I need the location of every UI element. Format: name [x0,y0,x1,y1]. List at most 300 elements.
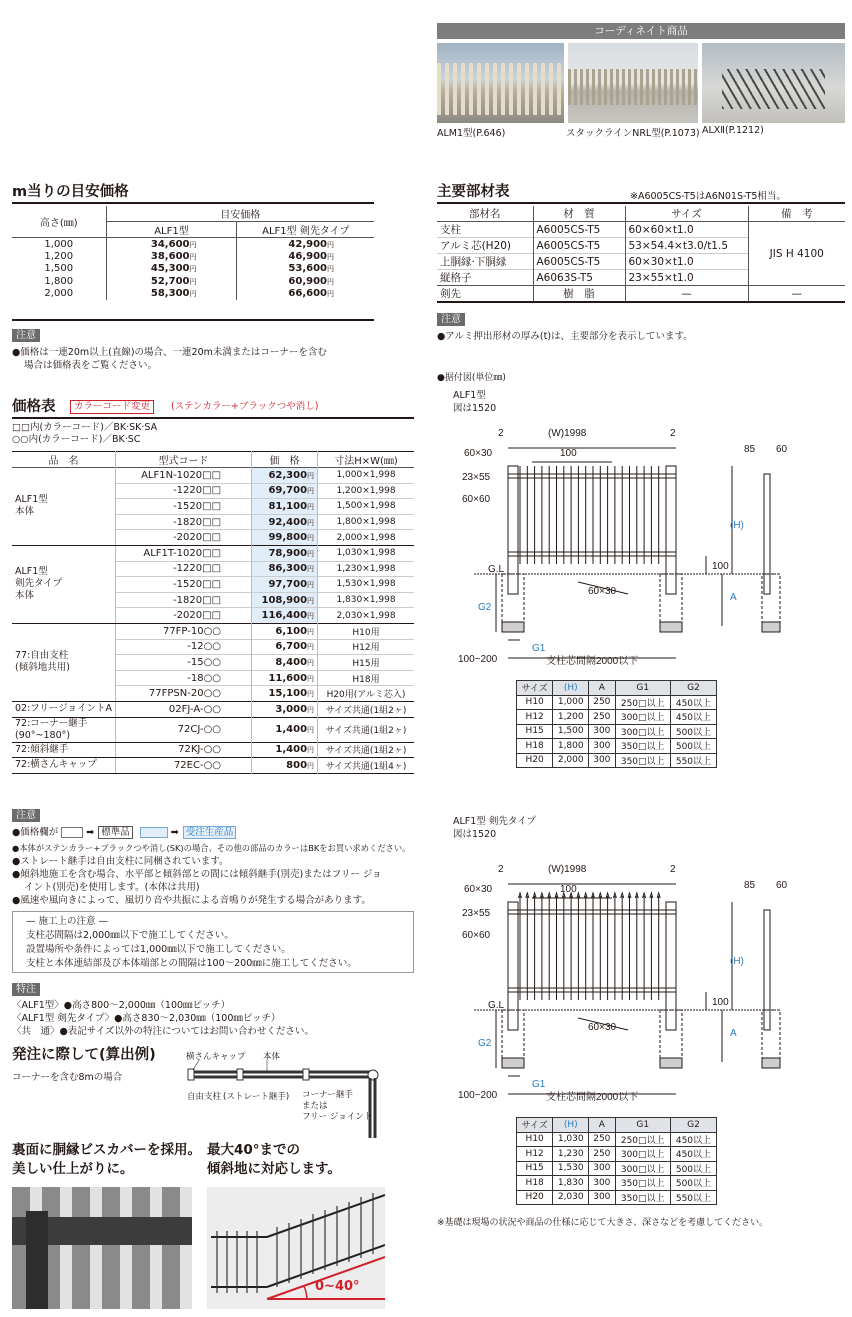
order-sub: コーナーを含む8mの場合 [12,1072,123,1083]
col-header: G2 [670,681,716,696]
feature-heading: 最大40°までの 傾斜地に対応します。 [207,1142,341,1177]
yen: 円 [307,690,315,699]
price-cell [252,758,318,774]
yen: 円 [307,612,315,621]
label-post: 自由支柱 [187,1092,222,1102]
yen: 円 [307,487,315,496]
dim-label: 60×30 [588,1022,617,1033]
photo-caption: スタックラインNRL型(P.1073) [566,128,700,139]
legend: □□内(カラーコード)／BK·SK·SA [12,422,158,433]
size-cell: 1,200×1,998 [318,483,414,499]
note-tag: 注意 [437,313,465,326]
cell: 500以上 [670,1176,716,1191]
yen: 円 [189,290,197,299]
model-code: 72CJ-○○ [116,717,252,742]
price-cell [252,742,318,758]
size-cell: H10用 [318,623,414,639]
table-row [12,717,414,742]
price-cell [237,238,374,251]
col-header: 目安価格 [106,206,374,222]
col-header: ALF1型 剣先タイプ [237,222,374,238]
size-cell: 1,230×1,998 [318,561,414,577]
materials-title: 主要部材表 [437,184,510,200]
cell: 1,030 [553,1132,589,1147]
col-header: G1 [615,1118,670,1133]
yen: 円 [327,252,334,261]
model-code: -1820□□ [116,514,252,530]
std-label: 標準品 [98,826,133,839]
size-cell: サイズ共通(1組2ヶ) [318,701,414,717]
cell: H10 [517,695,553,710]
special-line: 〈共 通〉●表記サイズ以外の特注についてはお問い合わせください。 [12,1026,314,1037]
cell: 250 [589,1147,615,1162]
cell: 1,000 [44,238,74,250]
cell: 1,000 [553,695,589,710]
dim-label: G2 [478,1038,492,1049]
yen: 円 [189,252,197,261]
size-cell: 2,030×1,998 [318,608,414,624]
price-value: 8,400 [275,656,308,668]
table-row [517,739,717,754]
col-header: 品 名 [48,456,79,467]
product-name-line: 72:コーナー継手 [15,717,88,729]
product-name-line: ALF1型 [15,566,48,578]
table-row [517,753,717,768]
price-value: 97,700 [268,578,308,590]
cell: H12 [517,710,553,725]
price-cell [106,275,237,288]
cell: 上胴縁·下胴縁 [440,256,507,268]
cell: H18 [517,1176,553,1191]
cell: 2,000 [553,753,589,768]
table-row [517,1190,717,1205]
table-row [12,250,374,263]
yen: 円 [327,277,334,286]
price-value: 15,100 [268,688,308,700]
price-cell [252,623,318,639]
note-line: イント(別売)を使用します。(本体は共用) [24,882,200,893]
drawing-title: ALF1型 [453,390,486,401]
product-name [12,701,116,717]
model-code: -1220□□ [116,483,252,499]
product-name-line: ALF1型 [15,494,48,506]
cell: H18 [517,739,553,754]
dimension-table [516,680,717,768]
yen: 円 [189,265,197,274]
cell: 300 [589,1176,615,1191]
yen: 円 [327,240,334,249]
col-header: 部材名 [469,208,501,220]
model-code: 02FJ-A-○○ [116,701,252,717]
size-cell: 2,000×1,998 [318,530,414,546]
size-cell: H18用 [318,670,414,686]
badge-note: (ステンカラー+ブラックつや消し) [171,401,319,412]
price-value: 86,300 [268,563,308,575]
col-header: サイズ [625,206,748,222]
price-cell [106,288,237,301]
table-row [517,724,717,739]
col-header: ALF1型 [106,222,237,238]
table-row [517,1161,717,1176]
label-corner: コーナー継手 または フリー ジョイント [302,1090,373,1122]
table-row [12,263,374,276]
product-name-line: 02:フリージョイントA [15,703,113,715]
price-guide-table [12,206,374,300]
cell: — [748,286,845,303]
feature-heading: 裏面に胴縁ビスカバーを採用。 美しい仕上がりに。 [12,1142,201,1177]
yen: 円 [307,674,315,683]
cell: 450以上 [670,1147,716,1162]
cell: 350□以上 [615,739,670,754]
price-cell [252,670,318,686]
cell: 1,500 [553,724,589,739]
cell: 樹 脂 [533,286,625,303]
cell: 1,830 [553,1176,589,1191]
dimension-table [516,1117,717,1205]
dim-label: 支柱芯間隔2000以下 [546,656,639,667]
cell: A6005CS-T5 [533,238,625,254]
cell: 250□以上 [615,1132,670,1147]
cell: 550以上 [670,753,716,768]
price-cell [252,514,318,530]
label-straight: (ストレート継手) [223,1092,290,1102]
dim-label: 60 [776,444,788,455]
cell: 250 [589,710,615,725]
price-value: 69,700 [268,485,308,497]
yen: 円 [189,277,197,286]
price-cell [252,592,318,608]
size-cell: 1,000×1,998 [318,468,414,484]
price-value: 99,800 [268,532,308,544]
cell: 60×30×t1.0 [625,254,748,270]
yen: 円 [307,643,315,652]
yen: 円 [307,471,315,480]
product-name-line: (傾斜地共用) [15,662,70,674]
table-row [12,288,374,301]
price-cell [252,639,318,655]
dim-label: (H) [730,520,744,531]
cell: 300 [589,739,615,754]
yen: 円 [307,658,315,667]
order-label: 受注生産品 [183,826,237,839]
photo-caption: ALM1型(P.646) [437,128,506,139]
model-code: ALF1T-1020□□ [116,545,252,561]
size-cell: H12用 [318,639,414,655]
cell: 350□以上 [615,1176,670,1191]
cell: A6005CS-T5 [533,254,625,270]
price-cell [106,263,237,276]
cell: A6005CS-T5 [533,222,625,238]
price-value: 38,600 [150,250,190,262]
yen: 円 [189,240,197,249]
col-header: A [589,681,615,696]
dim-label: 60×30 [588,586,617,597]
model-code: -1520□□ [116,499,252,515]
product-name [12,545,116,623]
price-value: 11,600 [268,672,308,684]
dim-label: 85 [744,880,756,891]
model-code: -18○○ [116,670,252,686]
dim-label: 100~200 [458,654,498,665]
price-value: 1,400 [275,744,308,756]
drawing-sub: 図は1520 [453,829,497,840]
note-line: ●ストレート継手は自由支柱に同梱されています。 [12,856,229,867]
model-code: -2020□□ [116,608,252,624]
materials-note: ※A6005CS-T5はA6N01S-T5相当。 [630,191,786,202]
materials-table [437,206,845,303]
table-row [517,1118,717,1133]
model-code: -2020□□ [116,530,252,546]
label-body: 本体 [263,1052,281,1062]
cell: H12 [517,1147,553,1162]
dim-label: 23×55 [462,908,491,919]
note-line: 場合は価格表をご覧ください。 [24,360,158,371]
price-value: 62,300 [268,469,308,481]
cell: 350□以上 [615,753,670,768]
size-cell: 1,500×1,998 [318,499,414,515]
dim-label: (W)1998 [548,428,587,439]
angle-label: 0~40° [315,1279,360,1294]
product-name-line: 72:横さんキャップ [15,759,97,771]
table-row [517,1132,717,1147]
size-cell: H20用(アルミ芯入) [318,686,414,702]
cell: 500以上 [670,739,716,754]
yen: 円 [307,705,315,714]
table-row [12,238,374,251]
table-row [517,695,717,710]
yen: 円 [307,565,315,574]
price-cell [252,717,318,742]
cell: 1,800 [553,739,589,754]
coord-photo [437,43,564,123]
price-cell [252,608,318,624]
col-header: 材 質 [533,206,625,222]
col-header: A [589,1118,615,1133]
cell: 2,030 [553,1190,589,1205]
dim-label: G.L [488,1000,505,1011]
fence-drawing [448,858,798,1106]
cell: 300□以上 [615,1161,670,1176]
cell: 1,500 [44,263,74,275]
color-badge: カラーコード変更 [70,400,154,414]
cell: 剣先 [440,288,461,300]
product-name [12,758,116,774]
cell: — [625,286,748,303]
size-cell: サイズ共通(1組2ヶ) [318,717,414,742]
cell: 300 [589,1190,615,1205]
cell: 300 [589,724,615,739]
dim-label: 2 [670,428,676,439]
col-header: G2 [670,1118,716,1133]
yen: 円 [327,290,334,299]
special-tag: 特注 [12,983,40,996]
photo-caption: ALXⅡ(P.1212) [702,125,764,136]
size-cell: H15用 [318,655,414,671]
cell: 23×55×t1.0 [625,270,748,286]
price-cell [237,250,374,263]
table-row [517,681,717,696]
col-header: 価 格 [252,452,318,468]
price-cell [106,250,237,263]
dim-label: 60×30 [464,884,493,895]
cell: 500以上 [670,1161,716,1176]
dim-label: G1 [532,1079,546,1090]
size-cell: 1,030×1,998 [318,545,414,561]
dim-label: G.L [488,564,505,575]
yen: 円 [327,265,334,274]
price-cell [252,561,318,577]
footer-note: ※基礎は現場の状況や商品の仕様に応じて大きさ、深さなどを考慮してください。 [437,1218,769,1228]
dim-label: 100 [560,884,577,895]
cell: アルミ芯(H20) [440,240,512,252]
order-title: 発注に際して(算出例) [12,1047,156,1063]
note-line: ●価格欄が ➡ 標準品 ➡ 受注生産品 [12,826,236,839]
dim-label: 100 [560,448,577,459]
model-code: ALF1N-1020□□ [116,468,252,484]
note-line: ●傾斜地施工を含む場合、水平部と傾斜部との間には傾斜継手(別売)またはフリー ジョ [12,869,382,880]
dim-label: 100~200 [458,1090,498,1101]
cell: 300□以上 [615,710,670,725]
product-name-line: 本体 [15,590,35,602]
price-value: 78,900 [268,547,308,559]
cell: H20 [517,753,553,768]
price-cell [252,655,318,671]
dim-label: (W)1998 [548,864,587,875]
yen: 円 [307,746,315,755]
cell: 450以上 [670,710,716,725]
col-header: 型式コード [116,452,252,468]
yen: 円 [307,534,315,543]
col-header: (H) [553,1118,589,1133]
price-cell [237,275,374,288]
price-value: 800 [286,759,308,771]
note-line: ●アルミ押出形材の厚み(t)は、主要部分を表示しています。 [437,331,693,342]
dim-label: (H) [730,956,744,967]
model-code: -1520□□ [116,577,252,593]
title-rule [12,417,414,419]
dim-label: 60×30 [464,448,493,459]
size-cell: 1,830×1,998 [318,592,414,608]
cell: H15 [517,724,553,739]
special-line: 〈ALF1型 剣先タイプ〉●高さ830～2,030㎜（100㎜ピッチ） [12,1013,281,1024]
col-header: 高さ(㎜) [12,206,106,238]
yen: 円 [307,761,315,770]
col-header: 寸法H×W(㎜) [318,452,414,468]
table-row [517,710,717,725]
product-name-line: 剣先タイプ [15,578,63,590]
legend: ○○内(カラーコード)／BK·SC [12,434,141,445]
price-value: 66,600 [288,288,327,300]
cell: 1,200 [553,710,589,725]
title-rule [437,202,845,204]
size-cell: サイズ共通(1組2ヶ) [318,742,414,758]
drawing-title: ALF1型 剣先タイプ [453,816,536,827]
cell: 2,000 [44,288,74,300]
cell: 300 [589,1161,615,1176]
price-cell [252,701,318,717]
price-cell [252,545,318,561]
cell: 53×54.4×t3.0/t1.5 [625,238,748,254]
title-rule [12,202,374,204]
col-header: (H) [553,681,589,696]
product-name-line: 77:自由支柱 [15,650,69,662]
size-cell: 1,800×1,998 [318,514,414,530]
yen: 円 [307,627,315,636]
dim-label: 支柱芯間隔2000以下 [546,1092,639,1103]
note-line: ●風速や風向きによって、風切り音や共振による音鳴りが発生する場合があります。 [12,895,371,906]
price-table [12,451,414,774]
dim-label: 100 [712,997,729,1008]
price-value: 6,100 [275,625,308,637]
cell: 550以上 [670,1190,716,1205]
dim-label: 2 [498,428,504,439]
price-value: 108,900 [261,594,308,606]
cell: 60×60×t1.0 [625,222,748,238]
dim-label: 100 [712,561,729,572]
price-value: 45,300 [150,263,190,275]
model-code: 72KJ-○○ [116,742,252,758]
price-value: 34,600 [150,238,190,250]
table-row [12,275,374,288]
cell: 250□以上 [615,695,670,710]
cell: 450以上 [670,695,716,710]
yen: 円 [307,596,315,605]
price-value: 81,100 [268,500,308,512]
cell: 支柱 [440,224,461,236]
price-guide-title: m当りの目安価格 [12,184,129,200]
product-name [12,623,116,701]
col-header: サイズ [517,681,553,696]
size-cell: サイズ共通(1組4ヶ) [318,758,414,774]
dim-label: 2 [498,864,504,875]
fence-drawing [448,422,798,670]
cell: 250 [589,695,615,710]
price-value: 1,400 [275,724,308,735]
cell: 250 [589,1132,615,1147]
cell: 1,230 [553,1147,589,1162]
construction-line: 支柱芯間隔は2,000㎜以下で施工してください。 [26,930,234,941]
drawing-sub: 図は1520 [453,403,497,414]
price-value: 46,900 [288,250,327,262]
feature-photo [12,1187,192,1309]
table-row [12,623,414,639]
product-name-line: 72:傾斜継手 [15,743,69,755]
model-code: -15○○ [116,655,252,671]
dim-label: G2 [478,602,492,613]
note-tag: 注意 [12,329,40,342]
price-value: 92,400 [268,516,308,528]
jis-cell: JIS H 4100 [748,222,845,286]
dim-label: A [730,1028,737,1039]
dim-label: 2 [670,864,676,875]
table-row [517,1176,717,1191]
price-table-title: 価格表 [12,399,56,415]
model-code: 72EC-○○ [116,758,252,774]
price-value: 6,700 [275,641,308,653]
yen: 円 [307,580,315,589]
table-row [12,468,414,484]
col-header: G1 [615,681,670,696]
drawing-label: ●据付図(単位㎜) [437,373,506,383]
price-cell [237,263,374,276]
table-row [12,701,414,717]
model-code: -12○○ [116,639,252,655]
size-cell: 1,530×1,998 [318,577,414,593]
model-code: -1820□□ [116,592,252,608]
price-value: 42,900 [288,238,327,250]
construction-line: 設置場所や条件によっては1,000㎜以下で施工してください。 [26,944,291,955]
note-tag: 注意 [12,809,40,822]
